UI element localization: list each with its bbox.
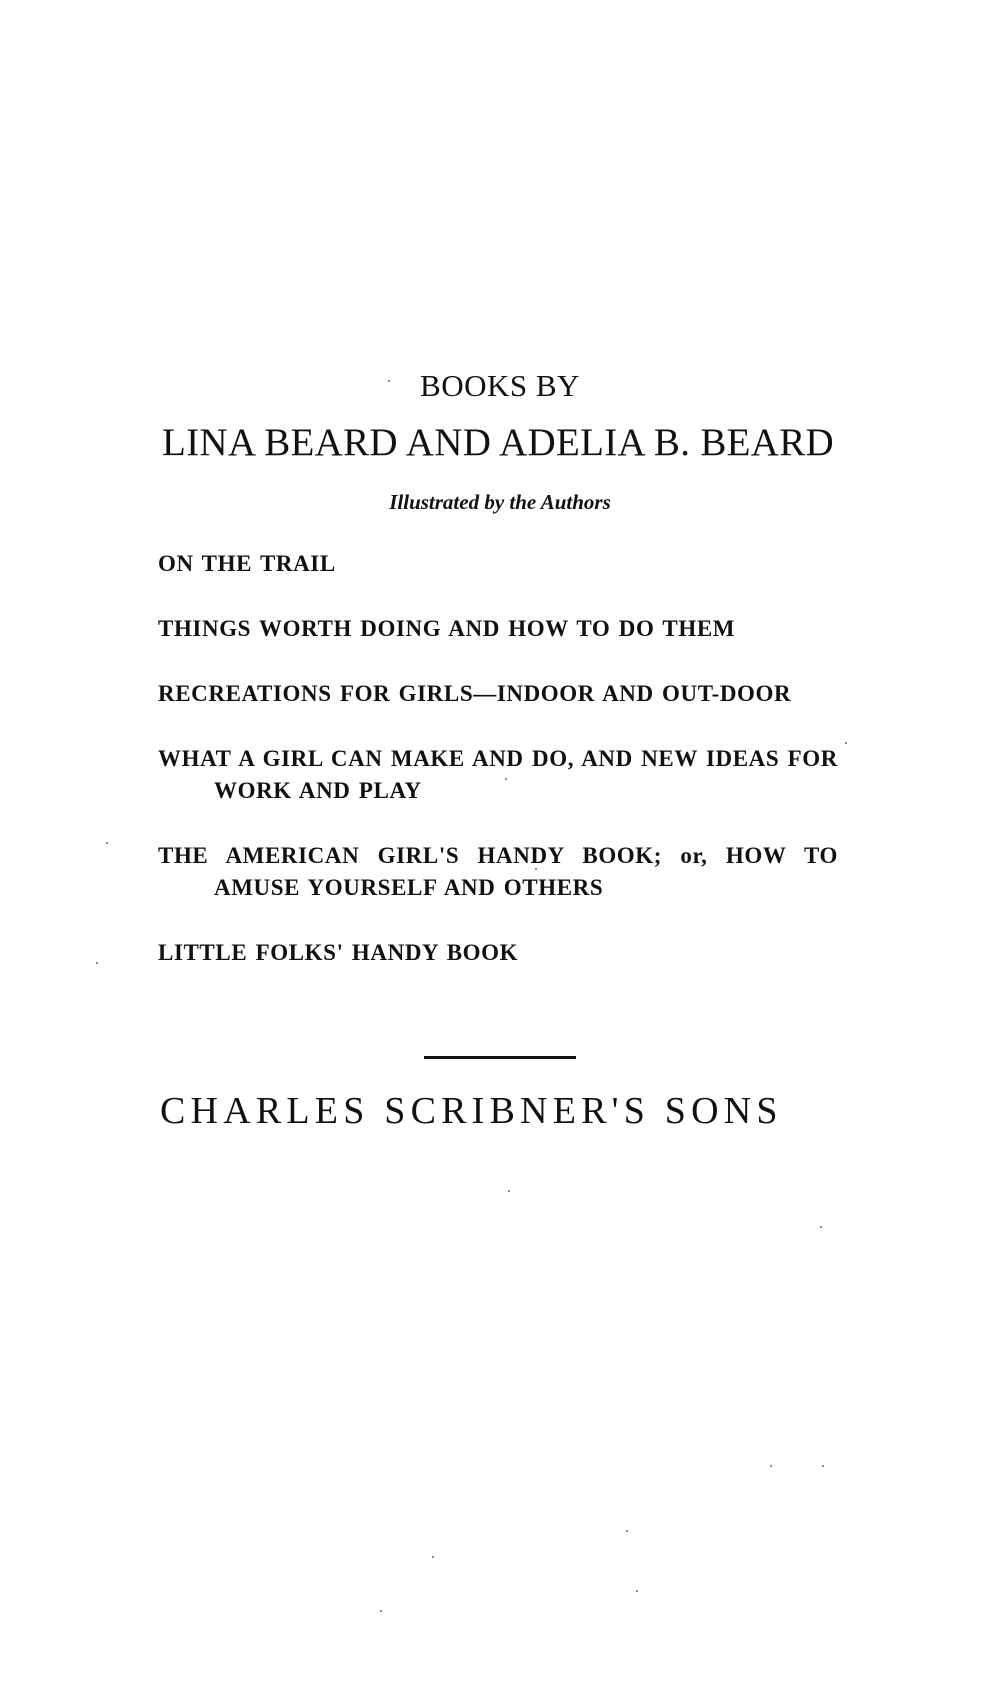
illustrated-note: Illustrated by the Authors: [389, 490, 611, 514]
book-title: THINGS WORTH DOING AND HOW TO DO THEM: [158, 616, 736, 641]
book-list: [158, 548, 838, 1002]
scan-speck: [822, 1465, 824, 1467]
scan-speck: [388, 380, 390, 382]
book-title: ON THE TRAIL: [158, 551, 336, 576]
scan-speck: [432, 1556, 434, 1558]
book-title: LITTLE FOLKS' HANDY BOOK: [158, 940, 519, 965]
book-title: THE AMERICAN GIRL'S HANDY BOOK; or, HOW TO AMUSE YOURSELF AND OTHERS: [158, 843, 838, 900]
scan-speck: [508, 1190, 510, 1192]
scan-speck: [380, 1610, 382, 1612]
scan-speck: [96, 962, 98, 964]
books-by-heading: BOOKS BY: [420, 368, 580, 403]
scan-speck: [845, 742, 847, 744]
scan-speck: [535, 868, 537, 870]
book-title: RECREATIONS FOR GIRLS—INDOOR AND OUT-DOOR: [158, 681, 792, 706]
scan-speck: [106, 842, 108, 844]
book-title: WHAT A GIRL CAN MAKE AND DO, AND NEW IDEAS FOR WORK AND PLAY: [158, 746, 838, 803]
scan-speck: [820, 1226, 822, 1228]
authors-heading: LINA BEARD AND ADELIA B. BEARD: [161, 421, 835, 464]
scan-speck: [626, 1530, 628, 1532]
divider-rule: [424, 1056, 576, 1059]
scan-speck: [636, 1590, 638, 1592]
scan-speck: [505, 778, 507, 780]
scan-speck: [770, 1465, 772, 1467]
publisher-name: CHARLES SCRIBNER'S SONS: [160, 1090, 783, 1132]
